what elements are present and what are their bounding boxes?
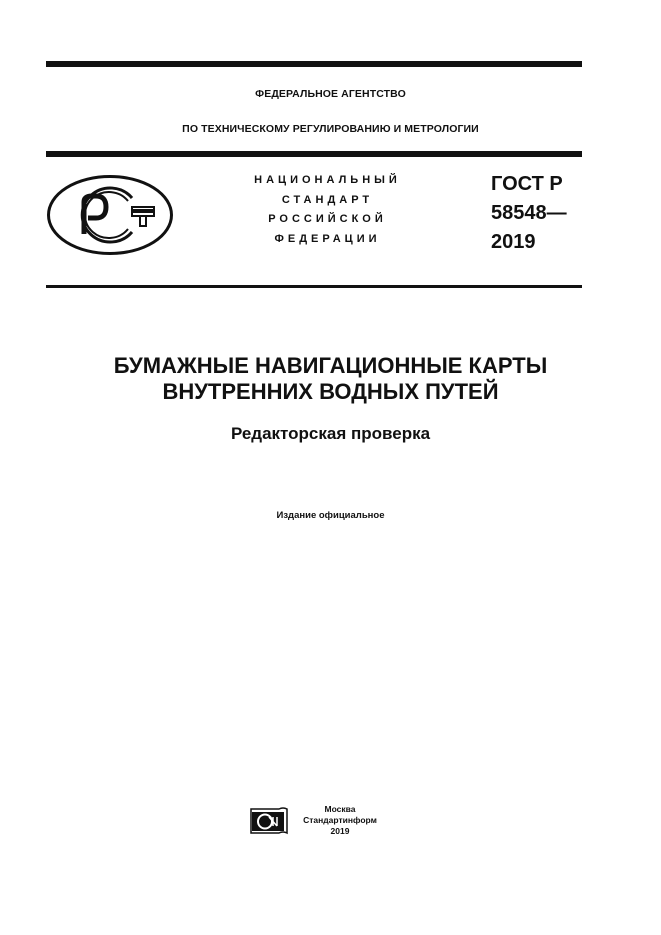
publisher-year: 2019	[330, 826, 350, 836]
standard-designation	[491, 170, 567, 257]
publisher-info	[298, 804, 382, 837]
designation-line-1: ГОСТ Р	[491, 173, 563, 195]
title-line-2: ВНУТРЕННИХ ВОДНЫХ ПУТЕЙ	[162, 379, 499, 404]
block-rule	[46, 285, 582, 288]
designation-line-2: 58548—	[491, 202, 567, 224]
header-rule	[46, 151, 582, 157]
document-title	[0, 353, 661, 405]
publisher-name: Стандартинформ	[303, 815, 377, 825]
agency-line-1: ФЕДЕРАЛЬНОЕ АГЕНТСТВО	[255, 88, 406, 100]
designation-line-3: 2019	[491, 231, 536, 253]
rst-gost-logo-icon	[46, 174, 174, 256]
natstd-line-1: НАЦИОНАЛЬНЫЙ	[254, 174, 401, 186]
publisher-city: Москва	[324, 804, 356, 814]
natstd-line-2: СТАНДАРТ	[281, 193, 374, 206]
agency-line-2: ПО ТЕХНИЧЕСКОМУ РЕГУЛИРОВАНИЮ И МЕТРОЛОГИИ	[182, 123, 479, 135]
standartinform-logo-icon	[249, 805, 289, 837]
document-subtitle: Редакторская проверка	[230, 424, 431, 443]
edition-label: Издание официальное	[276, 510, 385, 521]
top-rule	[46, 61, 582, 67]
natstd-line-4: ФЕДЕРАЦИИ	[274, 232, 381, 245]
national-standard-label	[220, 171, 435, 249]
natstd-line-3: РОССИЙСКОЙ	[268, 213, 387, 225]
title-line-1: БУМАЖНЫЕ НАВИГАЦИОННЫЕ КАРТЫ	[113, 353, 548, 378]
